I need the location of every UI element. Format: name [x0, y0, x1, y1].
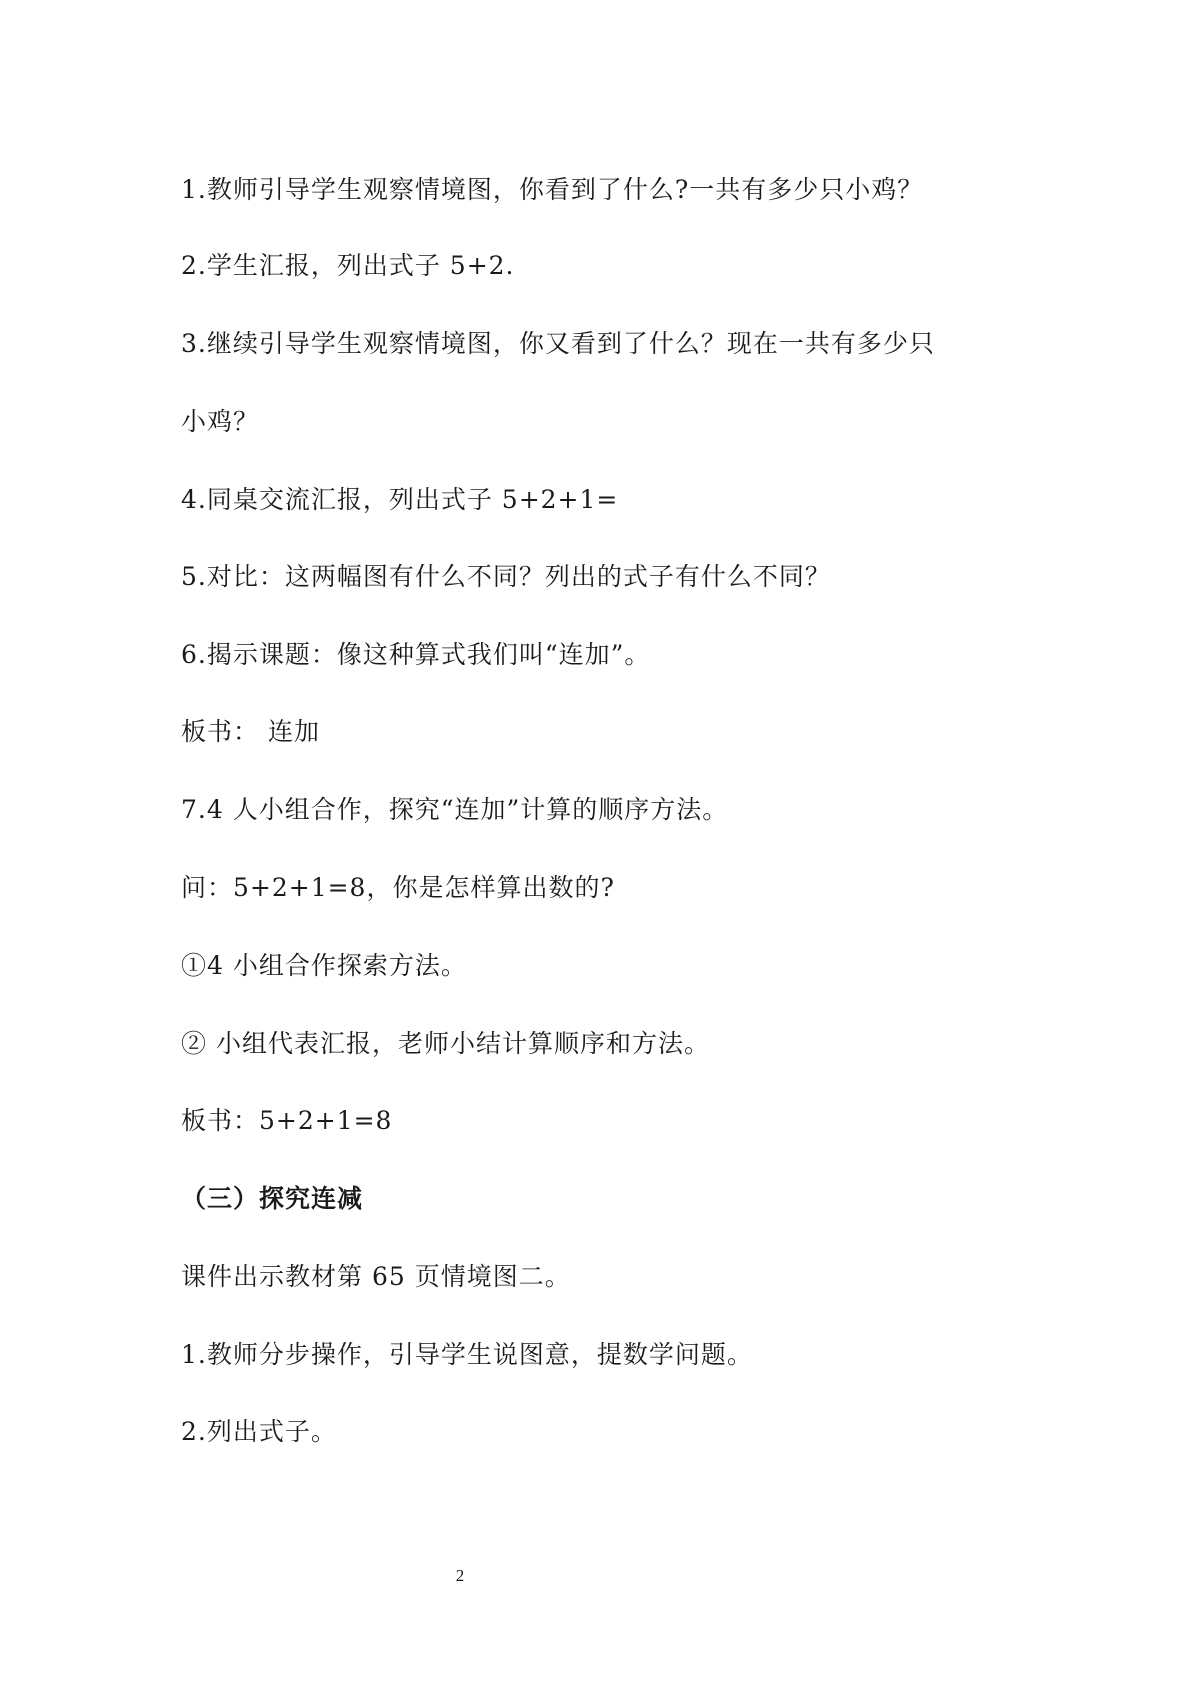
step-6-topic: 6.揭示课题：像这种算式我们叫“连加”。 [181, 640, 651, 669]
step-2-report: 2.学生汇报，列出式子 5+2. [181, 251, 515, 280]
blackboard-note-1: 板书： 连加 [181, 717, 320, 746]
substep-2: ② 小组代表汇报，老师小结计算顺序和方法。 [181, 1029, 710, 1058]
step-3-continuation: 小鸡？ [181, 407, 260, 436]
step-1-observe: 1.教师引导学生观察情境图，你看到了什么?一共有多少只小鸡？ [181, 175, 924, 204]
step-3-continue: 3.继续引导学生观察情境图，你又看到了什么？现在一共有多少只 [181, 329, 935, 358]
step-5-compare: 5.对比：这两幅图有什么不同？列出的式子有什么不同？ [181, 562, 831, 591]
step-7-group-work: 7.4 人小组合作，探究“连加”计算的顺序方法。 [181, 795, 729, 824]
step-4-exchange: 4.同桌交流汇报，列出式子 5+2+1= [181, 485, 619, 514]
section-heading: （三）探究连减 [181, 1184, 364, 1213]
page-number: 2 [455, 1566, 465, 1585]
blackboard-note-2: 板书：5+2+1=8 [181, 1106, 393, 1135]
question-line: 问：5+2+1=8，你是怎样算出数的? [181, 873, 615, 902]
subtraction-step-1: 1.教师分步操作，引导学生说图意，提数学问题。 [181, 1340, 753, 1369]
subtraction-step-2: 2.列出式子。 [181, 1417, 337, 1446]
substep-1: ①4 小组合作探索方法。 [181, 951, 467, 980]
courseware-line: 课件出示教材第 65 页情境图二。 [181, 1262, 571, 1291]
